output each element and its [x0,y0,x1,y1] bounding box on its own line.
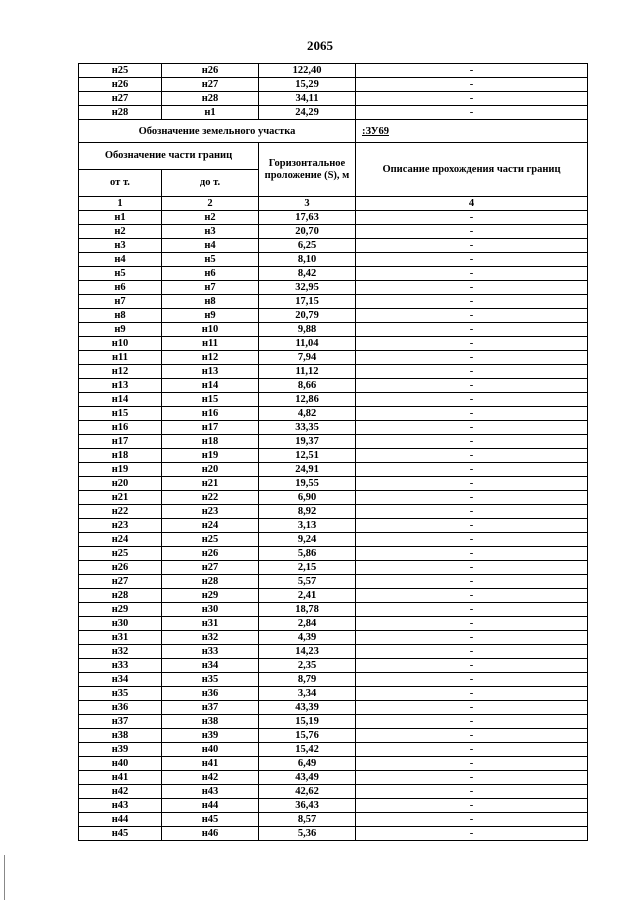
horizontal-distance: 36,43 [259,799,356,813]
horizontal-distance: 15,19 [259,715,356,729]
horizontal-distance: 11,12 [259,365,356,379]
horizontal-distance: 12,51 [259,449,356,463]
to-point: н25 [162,533,259,547]
to-point: н13 [162,365,259,379]
from-point: н30 [79,617,162,631]
from-point: н32 [79,645,162,659]
description: - [356,92,588,106]
description: - [356,603,588,617]
description: - [356,533,588,547]
column-number: 3 [259,197,356,211]
from-point: н44 [79,813,162,827]
table-row [79,827,588,841]
horizontal-distance: 34,11 [259,92,356,106]
to-point: н11 [162,337,259,351]
plot-label: Обозначение земельного участка [79,120,356,143]
table-row [79,771,588,785]
table-row [79,715,588,729]
description: - [356,673,588,687]
data-rows [79,211,588,841]
from-point: н8 [79,309,162,323]
horizontal-distance: 24,91 [259,463,356,477]
header-horizontal: Горизонтальное проложение (S), м [259,143,356,197]
table-row [79,729,588,743]
description: - [356,449,588,463]
table-row [79,645,588,659]
description: - [356,799,588,813]
to-point: н45 [162,813,259,827]
table-row [79,106,588,120]
from-point: н45 [79,827,162,841]
table-row [79,78,588,92]
description: - [356,617,588,631]
table-row [79,561,588,575]
table-row [79,603,588,617]
table-row [79,463,588,477]
from-point: н19 [79,463,162,477]
to-point: н44 [162,799,259,813]
description: - [356,519,588,533]
to-point: н8 [162,295,259,309]
description: - [356,239,588,253]
from-point: н13 [79,379,162,393]
to-point: н31 [162,617,259,631]
description: - [356,337,588,351]
to-point: н27 [162,78,259,92]
table-row [79,617,588,631]
horizontal-distance: 8,57 [259,813,356,827]
to-point: н35 [162,673,259,687]
header-part-designation: Обозначение части границ [79,143,259,170]
from-point: н5 [79,267,162,281]
from-point: н25 [79,547,162,561]
to-point: н20 [162,463,259,477]
table-row [79,295,588,309]
horizontal-distance: 8,10 [259,253,356,267]
to-point: н21 [162,477,259,491]
header-row-1 [79,143,588,170]
horizontal-distance: 3,34 [259,687,356,701]
table-row [79,631,588,645]
horizontal-distance: 7,94 [259,351,356,365]
from-point: н27 [79,92,162,106]
to-point: н5 [162,253,259,267]
horizontal-distance: 32,95 [259,281,356,295]
from-point: н14 [79,393,162,407]
to-point: н46 [162,827,259,841]
horizontal-distance: 2,84 [259,617,356,631]
from-point: н12 [79,365,162,379]
to-point: н33 [162,645,259,659]
description: - [356,785,588,799]
horizontal-distance: 43,39 [259,701,356,715]
plot-id: :ЗУ69 [356,120,588,143]
to-point: н3 [162,225,259,239]
to-point: н30 [162,603,259,617]
description: - [356,281,588,295]
table-row [79,659,588,673]
table-row [79,379,588,393]
description: - [356,491,588,505]
to-point: н39 [162,729,259,743]
description: - [356,407,588,421]
description: - [356,393,588,407]
to-point: н26 [162,547,259,561]
from-point: н28 [79,106,162,120]
to-point: н41 [162,757,259,771]
horizontal-distance: 14,23 [259,645,356,659]
from-point: н11 [79,351,162,365]
from-point: н25 [79,64,162,78]
description: - [356,106,588,120]
header-from: от т. [79,170,162,197]
horizontal-distance: 15,76 [259,729,356,743]
from-point: н38 [79,729,162,743]
column-number: 2 [162,197,259,211]
column-number: 1 [79,197,162,211]
to-point: н1 [162,106,259,120]
to-point: н26 [162,64,259,78]
table-row [79,225,588,239]
description: - [356,421,588,435]
table-row [79,799,588,813]
from-point: н10 [79,337,162,351]
horizontal-distance: 42,62 [259,785,356,799]
description: - [356,757,588,771]
horizontal-distance: 8,92 [259,505,356,519]
from-point: н26 [79,561,162,575]
column-number: 4 [356,197,588,211]
horizontal-distance: 2,41 [259,589,356,603]
from-point: н33 [79,659,162,673]
to-point: н28 [162,92,259,106]
description: - [356,827,588,841]
table-row [79,92,588,106]
boundary-table [78,63,588,841]
horizontal-distance: 12,86 [259,393,356,407]
horizontal-distance: 17,15 [259,295,356,309]
to-point: н24 [162,519,259,533]
horizontal-distance: 3,13 [259,519,356,533]
to-point: н42 [162,771,259,785]
to-point: н12 [162,351,259,365]
horizontal-distance: 15,29 [259,78,356,92]
horizontal-distance: 43,49 [259,771,356,785]
from-point: н17 [79,435,162,449]
from-point: н31 [79,631,162,645]
from-point: н2 [79,225,162,239]
to-point: н29 [162,589,259,603]
description: - [356,729,588,743]
horizontal-distance: 122,40 [259,64,356,78]
from-point: н15 [79,407,162,421]
to-point: н17 [162,421,259,435]
horizontal-distance: 8,79 [259,673,356,687]
from-point: н41 [79,771,162,785]
to-point: н32 [162,631,259,645]
horizontal-distance: 2,35 [259,659,356,673]
from-point: н35 [79,687,162,701]
table-row [79,435,588,449]
table-row [79,421,588,435]
description: - [356,309,588,323]
to-point: н43 [162,785,259,799]
to-point: н40 [162,743,259,757]
to-point: н18 [162,435,259,449]
description: - [356,743,588,757]
header-to: до т. [162,170,259,197]
to-point: н34 [162,659,259,673]
table-row [79,211,588,225]
table-row [79,477,588,491]
table-row [79,253,588,267]
description: - [356,561,588,575]
plot-title-row [79,120,588,143]
from-point: н28 [79,589,162,603]
scan-edge-line [4,855,5,900]
to-point: н19 [162,449,259,463]
description: - [356,211,588,225]
from-point: н43 [79,799,162,813]
description: - [356,505,588,519]
horizontal-distance: 11,04 [259,337,356,351]
to-point: н16 [162,407,259,421]
from-point: н34 [79,673,162,687]
header-description: Описание прохождения части границ [356,143,588,197]
from-point: н16 [79,421,162,435]
from-point: н27 [79,575,162,589]
description: - [356,323,588,337]
horizontal-distance: 6,90 [259,491,356,505]
table-row [79,547,588,561]
description: - [356,589,588,603]
description: - [356,267,588,281]
table-row [79,337,588,351]
table-row [79,309,588,323]
from-point: н29 [79,603,162,617]
table-row [79,365,588,379]
table-row [79,407,588,421]
horizontal-distance: 20,70 [259,225,356,239]
to-point: н23 [162,505,259,519]
horizontal-distance: 24,29 [259,106,356,120]
from-point: н1 [79,211,162,225]
description: - [356,64,588,78]
table-row [79,64,588,78]
horizontal-distance: 6,49 [259,757,356,771]
from-point: н21 [79,491,162,505]
description: - [356,771,588,785]
table-row [79,743,588,757]
description: - [356,477,588,491]
table-row [79,687,588,701]
horizontal-distance: 8,66 [259,379,356,393]
from-point: н39 [79,743,162,757]
to-point: н36 [162,687,259,701]
description: - [356,645,588,659]
table-row [79,813,588,827]
to-point: н4 [162,239,259,253]
to-point: н6 [162,267,259,281]
table-header [79,120,588,211]
from-point: н4 [79,253,162,267]
to-point: н7 [162,281,259,295]
to-point: н14 [162,379,259,393]
horizontal-distance: 5,36 [259,827,356,841]
horizontal-distance: 9,24 [259,533,356,547]
to-point: н2 [162,211,259,225]
from-point: н3 [79,239,162,253]
from-point: н22 [79,505,162,519]
description: - [356,813,588,827]
description: - [356,253,588,267]
description: - [356,351,588,365]
description: - [356,575,588,589]
table-row [79,449,588,463]
from-point: н7 [79,295,162,309]
description: - [356,225,588,239]
to-point: н37 [162,701,259,715]
description: - [356,365,588,379]
column-numbers-row [79,197,588,211]
horizontal-distance: 17,63 [259,211,356,225]
table-row [79,575,588,589]
from-point: н37 [79,715,162,729]
from-point: н20 [79,477,162,491]
description: - [356,687,588,701]
horizontal-distance: 5,57 [259,575,356,589]
table-row [79,519,588,533]
horizontal-distance: 2,15 [259,561,356,575]
table-row [79,589,588,603]
from-point: н42 [79,785,162,799]
top-rows [79,64,588,120]
table-row [79,281,588,295]
from-point: н40 [79,757,162,771]
to-point: н9 [162,309,259,323]
horizontal-distance: 19,55 [259,477,356,491]
table-row [79,351,588,365]
horizontal-distance: 18,78 [259,603,356,617]
horizontal-distance: 4,82 [259,407,356,421]
from-point: н26 [79,78,162,92]
table-row [79,505,588,519]
from-point: н9 [79,323,162,337]
to-point: н27 [162,561,259,575]
table-row [79,701,588,715]
table-row [79,757,588,771]
horizontal-distance: 9,88 [259,323,356,337]
page-number: 2065 [307,38,333,53]
description: - [356,547,588,561]
horizontal-distance: 6,25 [259,239,356,253]
table-row [79,673,588,687]
description: - [356,631,588,645]
to-point: н10 [162,323,259,337]
horizontal-distance: 33,35 [259,421,356,435]
table-row [79,323,588,337]
description: - [356,78,588,92]
table-row [79,785,588,799]
table-row [79,393,588,407]
description: - [356,659,588,673]
horizontal-distance: 5,86 [259,547,356,561]
table-row [79,267,588,281]
to-point: н22 [162,491,259,505]
table-row [79,239,588,253]
to-point: н28 [162,575,259,589]
horizontal-distance: 8,42 [259,267,356,281]
horizontal-distance: 15,42 [259,743,356,757]
description: - [356,463,588,477]
description: - [356,295,588,309]
from-point: н23 [79,519,162,533]
description: - [356,701,588,715]
to-point: н15 [162,393,259,407]
table-row [79,533,588,547]
description: - [356,715,588,729]
from-point: н24 [79,533,162,547]
description: - [356,379,588,393]
horizontal-distance: 19,37 [259,435,356,449]
from-point: н36 [79,701,162,715]
to-point: н38 [162,715,259,729]
from-point: н18 [79,449,162,463]
horizontal-distance: 20,79 [259,309,356,323]
horizontal-distance: 4,39 [259,631,356,645]
table-row [79,491,588,505]
from-point: н6 [79,281,162,295]
description: - [356,435,588,449]
